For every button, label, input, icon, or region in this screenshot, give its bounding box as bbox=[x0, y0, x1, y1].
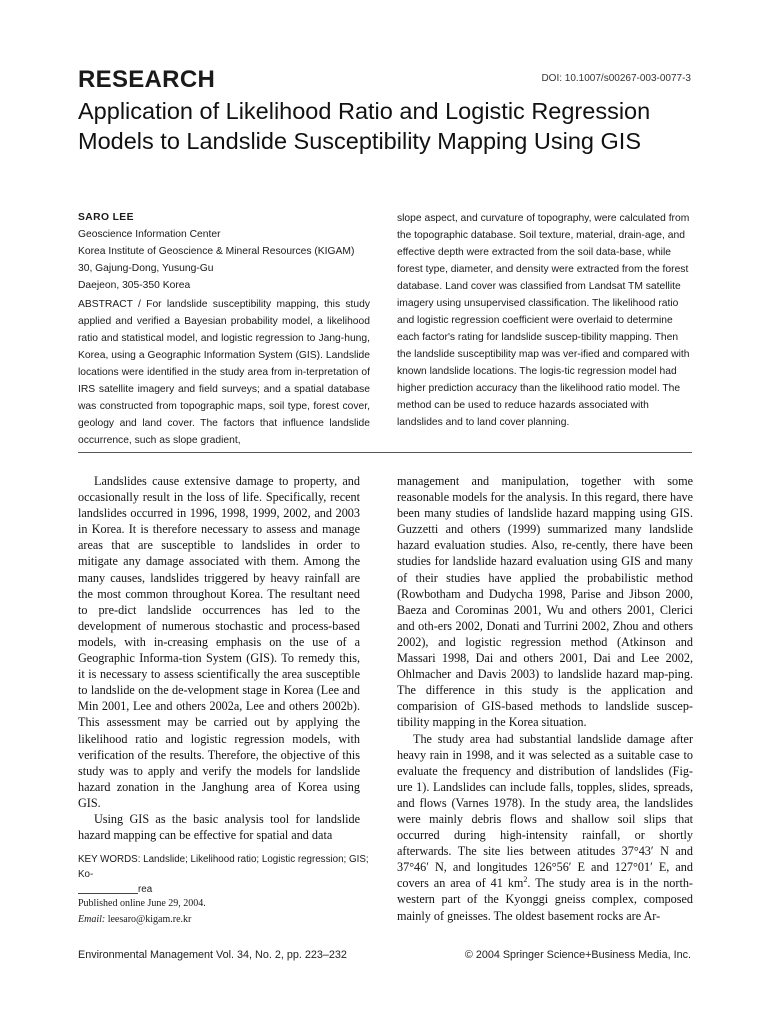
body-column-left bbox=[78, 473, 360, 843]
journal-citation: Environmental Management Vol. 34, No. 2, pp. 223–232 bbox=[78, 949, 347, 961]
abstract-left: ABSTRACT / For landslide susceptibility mapping, this study applied and verified a Bayesian probability model, a likelihood ratio and statistical model, and logistic regression to Jang-hung, Korea, using a Geographic Information System (GIS). Landslide locations were identified in the study area from in-terpretation of IRS satellite imagery and field surveys; and a spatial database was constructed from topographic maps, soil type, forest cover, geology and land cover. The factors that influence landslide occurrence, such as slope gradient, bbox=[78, 299, 370, 446]
doi[interactable]: DOI: 10.1007/s00267-003-0077-3 bbox=[541, 73, 691, 84]
keywords bbox=[78, 852, 370, 897]
body-column-right bbox=[397, 473, 693, 924]
footnote-rule bbox=[78, 893, 138, 894]
email-label: Email: bbox=[78, 913, 106, 925]
published-date: Published online June 29, 2004. bbox=[78, 898, 206, 909]
body-text: . The study area is in the north-western part of the Kyonggi gneiss complex, composed mainly of gneisses. The oldest basement rocks are Ar- bbox=[397, 876, 693, 923]
affiliation-line: 30, Gajung-Dong, Yusung-Gu bbox=[78, 263, 214, 274]
body-paragraph bbox=[397, 731, 693, 924]
body-paragraph: management and manipulation, together with some reasonable models for the analysis. In this regard, there have been many studies of landslide hazard mapping using GIS. Guzzetti and others (1999) summarized many landslide hazard evaluation studies. Also, re-cently, there have been studies for landslide hazard evaluation using GIS and many of their studies have applied the probabilistic method (Rowbotham and Dudycha 1998, Parise and Jibson 2000, Baeza and Corominas 2001, Wu and others 2001, Clerici and oth-ers 2002, Donati and Turrini 2002, Zhou and others 2002), and logistic regression method (Atkinson and Massari 1998, Dai and others 2001, Dai and Lee 2002, Ohlmacher and Davis 2003) to landslide hazard map-ping. The difference in this study is the application and comparision of GIS-based methods to landslide suscep-tibility mapping in the Korea situation. bbox=[397, 474, 693, 730]
author-name: SARO LEE bbox=[78, 212, 134, 223]
superscript: 2 bbox=[523, 875, 528, 885]
affiliation-line: Korea Institute of Geoscience & Mineral Resources (KIGAM) bbox=[78, 246, 355, 257]
paper-title: Application of Likelihood Ratio and Logistic Regression Models to Landslide Susceptibility Mapping Using GIS bbox=[78, 98, 651, 154]
keywords-line: rea bbox=[138, 884, 153, 895]
keywords-line: KEY WORDS: Landslide; Likelihood ratio; Logistic regression; GIS; Ko- bbox=[78, 854, 369, 880]
section-label: RESEARCH bbox=[78, 66, 216, 93]
author-block bbox=[78, 209, 370, 294]
email-line bbox=[78, 912, 370, 928]
affiliation-line: Daejeon, 305-350 Korea bbox=[78, 280, 191, 291]
abstract-right: slope aspect, and curvature of topography, were calculated from the topographic database. Soil texture, material, drain-age, and effective depth were extracted from the soil data-base, while forest type, diameter, and density were extracted from the forest database. Land cover was classified from Landsat TM satellite imagery using unsupervised classification. The likelihood ratio and logistic regression coefficient were overlaid to determine each factor's rating for landslide suscep-tibility mapping. Then the landslide susceptibility map was ver-ified and compared with known landslide locations. The logis-tic regression model had higher prediction accuracy than the likelihood ratio model. The method can be used to reduce hazards associated with landslides and to land cover planning. bbox=[397, 213, 690, 428]
section-divider bbox=[78, 452, 692, 453]
copyright: © 2004 Springer Science+Business Media, Inc. bbox=[464, 949, 691, 961]
email-address[interactable]: leesaro@kigam.re.kr bbox=[107, 913, 192, 925]
body-text: The study area had substantial landslide damage after heavy rain in 1998, and it was selected as a suitable case to evaluate the frequency and distribution of landslides (Fig-ure 1). Landslides can include falls, topples, slides, spreads, and flows (Varnes 1978). In the study area, the landslides were mainly debris flows and shallow soil slips that occurred during high-intensity rainfall, or shortly afterwards. The site lies between atitudes 37°43′ N and 37°46′ N, and longitudes 126°56′ E and 127°01′ E, and covers an area of 41 km bbox=[397, 731, 693, 891]
body-paragraph: Using GIS as the basic analysis tool for landslide hazard mapping can be effective for spatial and data bbox=[78, 811, 360, 843]
body-paragraph: Landslides cause extensive damage to property, and occasionally result in the loss of life. Specifically, recent landslides occurred in 1996, 1998, 1999, 2002, and 2003 in Korea. It is therefore necessary to assess and manage areas that are susceptible to landslides in order to mitigate any damage associated with them. Among the many causes, landslides triggered by heavy rainfall are the most common throughout Korea. The resultant need to pre-dict landslide occurrences has led to the development of numerous stochastic and process-based models, with in-creasing emphasis on the use of a Geographic Informa-tion System (GIS). To remedy this, it is necessary to assess scientifically the area susceptible to landslide on the de-velopment stage in Korea (Lee and Min 2001, Lee and others 2002a, Lee and others 2002b). This assessment may be carried out by applying the likelihood ratio and logistic regression models, with verification of the results. Therefore, the objective of this study was to apply and verify the models for landslide hazard zonation in the Janghung area of Korea using GIS. bbox=[78, 474, 360, 810]
affiliation-line: Geoscience Information Center bbox=[78, 229, 221, 240]
footnote bbox=[78, 896, 370, 927]
